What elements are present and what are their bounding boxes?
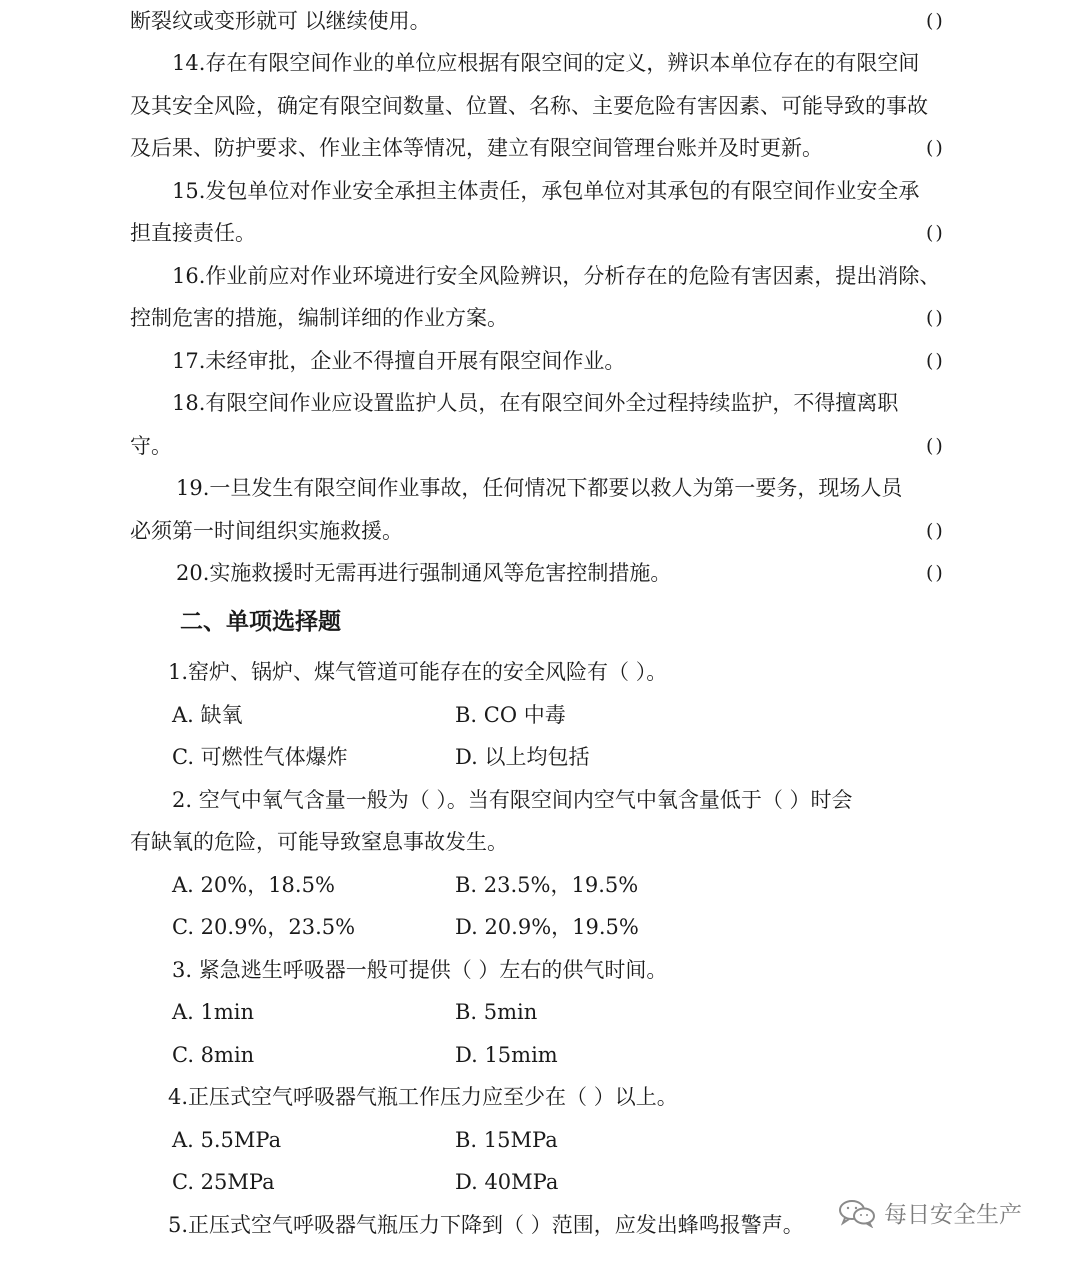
mc-q2-option-a: A. 20%，18.5%: [172, 873, 335, 897]
watermark: [838, 1196, 1022, 1229]
answer-blank: (): [926, 137, 945, 159]
mc-q4-option-c: C. 25MPa: [172, 1170, 275, 1194]
tf-q19-line1: 19.一旦发生有限空间作业事故，任何情况下都要以救人为第一要务，现场人员: [176, 476, 903, 500]
mc-q3-option-c: C. 8min: [172, 1043, 255, 1067]
mc-q2-option-c: C. 20.9%，23.5%: [172, 915, 356, 939]
watermark-text: 每日安全生产: [884, 1202, 1022, 1228]
mc-q2-option-b: B. 23.5%，19.5%: [455, 873, 639, 897]
tf-q14-line3: 及后果、防护要求、作业主体等情况，建立有限空间管理台账并及时更新。: [130, 136, 823, 160]
tf-q18-line1: 18.有限空间作业应设置监护人员，在有限空间外全过程持续监护，不得擅离职: [172, 391, 899, 415]
answer-blank: (): [926, 10, 945, 32]
mc-q1-option-d: D. 以上均包括: [455, 745, 590, 769]
answer-blank: (): [926, 562, 945, 584]
mc-q1-option-c: C. 可燃性气体爆炸: [172, 745, 348, 769]
wechat-icon: [838, 1198, 876, 1228]
tf-q14-line2: 及其安全风险，确定有限空间数量、位置、名称、主要危险有害因素、可能导致的事故: [130, 94, 928, 118]
answer-blank: (): [926, 350, 945, 372]
tf-q18-line2: 守。: [130, 434, 172, 458]
mc-q2-option-d: D. 20.9%，19.5%: [455, 915, 639, 939]
tf-q13-tail: 断裂纹或变形就可 以继续使用。: [130, 9, 431, 33]
mc-q4-option-b: B. 15MPa: [455, 1128, 558, 1152]
mc-q5-stem: 5.正压式空气呼吸器气瓶压力下降到（ ）范围，应发出蜂鸣报警声。: [168, 1213, 804, 1237]
mc-q2-stem-line1: 2. 空气中氧气含量一般为（ ）。当有限空间内空气中氧含量低于（ ）时会: [172, 788, 853, 812]
mc-q4-stem: 4.正压式空气呼吸器气瓶工作压力应至少在（ ）以上。: [168, 1085, 678, 1109]
answer-blank: (): [926, 307, 945, 329]
answer-blank: (): [926, 435, 945, 457]
answer-blank: (): [926, 520, 945, 542]
mc-q1-stem: 1.窑炉、锅炉、煤气管道可能存在的安全风险有（ ）。: [168, 660, 668, 684]
mc-q4-option-a: A. 5.5MPa: [172, 1128, 282, 1152]
tf-q20-line1: 20.实施救援时无需再进行强制通风等危害控制措施。: [176, 561, 672, 585]
tf-q16-line2: 控制危害的措施，编制详细的作业方案。: [130, 306, 508, 330]
mc-q4-option-d: D. 40MPa: [455, 1170, 559, 1194]
mc-q3-stem: 3. 紧急逃生呼吸器一般可提供（ ）左右的供气时间。: [172, 958, 668, 982]
mc-q3-option-d: D. 15mim: [455, 1043, 558, 1067]
tf-q17-line1: 17.未经审批，企业不得擅自开展有限空间作业。: [172, 349, 626, 373]
mc-q3-option-a: A. 1min: [172, 1000, 255, 1024]
tf-q15-line2: 担直接责任。: [130, 221, 256, 245]
mc-q1-option-b: B. CO 中毒: [455, 703, 566, 727]
answer-blank: (): [926, 222, 945, 244]
tf-q16-line1: 16.作业前应对作业环境进行安全风险辨识，分析存在的危险有害因素，提出消除、: [172, 264, 941, 288]
mc-q1-option-a: A. 缺氧: [172, 703, 243, 727]
tf-q14-line1: 14.存在有限空间作业的单位应根据有限空间的定义，辨识本单位存在的有限空间: [172, 51, 920, 75]
mc-q2-stem-line2: 有缺氧的危险，可能导致窒息事故发生。: [130, 830, 508, 854]
tf-q15-line1: 15.发包单位对作业安全承担主体责任，承包单位对其承包的有限空间作业安全承: [172, 179, 920, 203]
mc-q3-option-b: B. 5min: [455, 1000, 538, 1024]
tf-q19-line2: 必须第一时间组织实施救援。: [130, 519, 403, 543]
section-heading: 二、单项选择题: [180, 609, 341, 635]
